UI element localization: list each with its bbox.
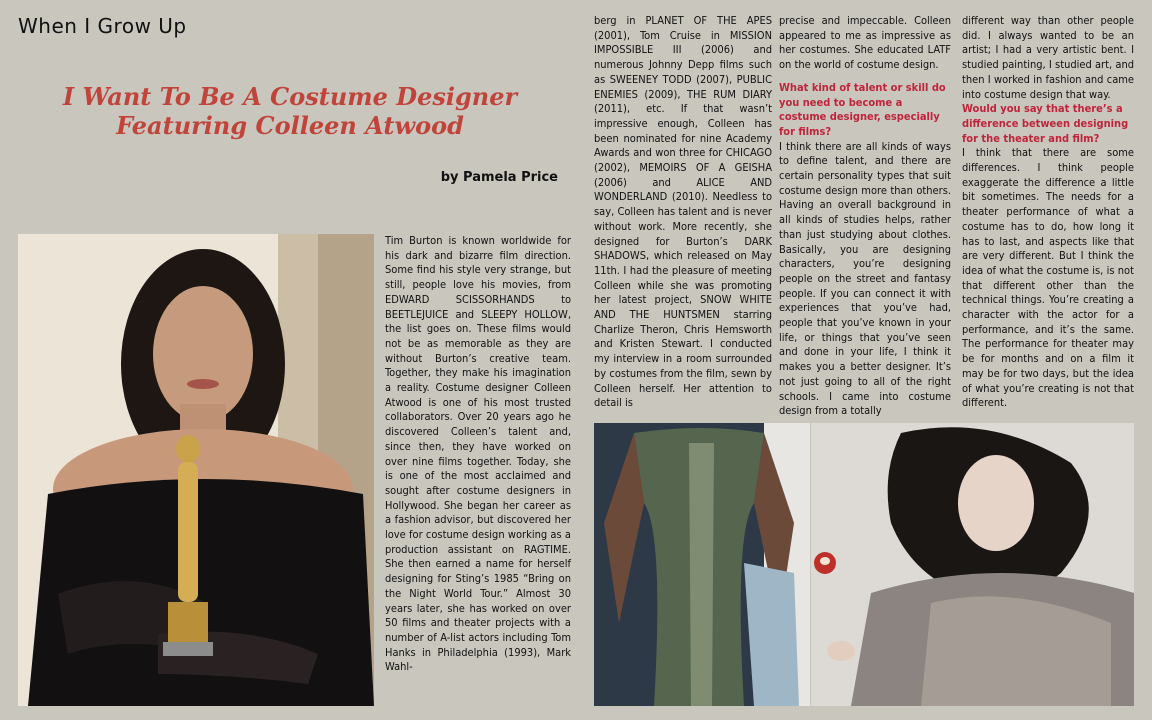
question-1: What kind of talent or skill do you need to become a costume designer, especially for films? xyxy=(779,80,946,138)
headline-line-1: I Want To Be A Costume Designer xyxy=(62,82,518,111)
section-label: When I Grow Up xyxy=(18,14,187,38)
article-column-1 xyxy=(385,234,571,714)
snow-white-film-still xyxy=(811,423,1134,706)
costume-gown-photo xyxy=(594,423,810,706)
article-column-4 xyxy=(962,14,1134,424)
article-column-3 xyxy=(779,14,951,424)
article-column-2 xyxy=(594,14,772,424)
designer-portrait-photo xyxy=(18,234,374,706)
column-2-text: berg in PLANET OF THE APES (2001), Tom Cruise in MISSION IMPOSSIBLE III (2006) and numerous Johnny Depp films such as SWEENEY TODD (2007), PUBLIC ENEMIES (2009), THE RUM DIARY (2011), etc. If that wasn’t impressive enough, Colleen has been nominated for nine Academy Awards and won three for CHICAGO (2002), MEMOIRS OF A GEISHA (2006) and ALICE AND WONDERLAND (2010). Needless to say, Colleen has talent and is never without work. More recently, she designed for Burton’s DARK SHADOWS, which released on May 11th. I had the pleasure of meeting Colleen while she was promoting her latest project, SNOW WHITE AND THE HUNTSMEN starring Charlize Theron, Chris Hemsworth and Kristen Stewart. I conducted my interview in a room surrounded by costumes from the film, sewn by Colleen herself. Her attention to detail is xyxy=(594,14,772,410)
portrait-illustration xyxy=(18,234,374,706)
byline: by Pamela Price xyxy=(440,170,558,185)
film-still-illustration xyxy=(811,423,1134,706)
article-headline xyxy=(40,82,540,140)
column-1-text: Tim Burton is known worldwide for his dark and bizarre film direction. Some find his style very strange, but still, people love his movies, from EDWARD SCISSORHANDS to BEETLEJUICE and SLEEPY HOLLOW, the list goes on. These films would not be as memorable as they are without Burton’s creative team. Together, they make his imagination a reality. Costume designer Colleen Atwood is one of his most trusted collaborators. Over 20 years ago he discovered Colleen’s talent and, since then, they have worked on over nine films together. Today, she is one of the most acclaimed and sought after costume designers in Hollywood. She began her career as a fashion advisor, but discovered her love for costume design working as a production assistant on RAGTIME. She then earned a name for herself designing for Sting’s 1985 “Bring on the Night World Tour.” Almost 30 years later, she has worked on over 50 films and theater projects with a number of A-list actors including Tom Hanks in Philadelphia (1993), Mark Wahl- xyxy=(385,234,571,674)
column-4-intro: different way than other people did. I always wanted to be an artist; I had a very artistic bent. I studied painting, I studied art, and then I worked in fashion and came into costume design that way. xyxy=(962,14,1134,101)
column-3-intro: precise and impeccable. Colleen appeared to me as impressive as her costumes. She educated LATF on the world of costume design. xyxy=(779,14,951,72)
answer-1: I think there are all kinds of ways to define talent, and there are certain personality types that suit costume design more than others. Having an overall background in all kinds of studies helps, rather than just studying about clothes. Basically, you are designing characters, you’re designing people on the street and fantasy people. If you can connect it with experiences that you’ve had, people that you’ve known in your life, or things that you’ve seen and done in your life, I think it makes you a better designer. It’s not just going to all of the right schools. I came into costume design from a totally xyxy=(779,139,951,418)
question-2: Would you say that there’s a difference between designing for the theater and film? xyxy=(962,102,1129,145)
answer-2: I think that there are some differences. I think people exaggerate the difference a little bit sometimes. The needs for a theater performance of what a costume has to do, how long it has to last, and aspects like that are very different. But I think the idea of what the costume is, is not that different other than the technical things. You’re creating a character with the actor for a performance, and it’s the same. The performance for theater may be for months and on a film it may be for two days, but the idea of what you’re creating is not that different. xyxy=(962,146,1134,410)
headline-line-2: Featuring Colleen Atwood xyxy=(116,111,464,140)
gown-illustration xyxy=(594,423,810,706)
